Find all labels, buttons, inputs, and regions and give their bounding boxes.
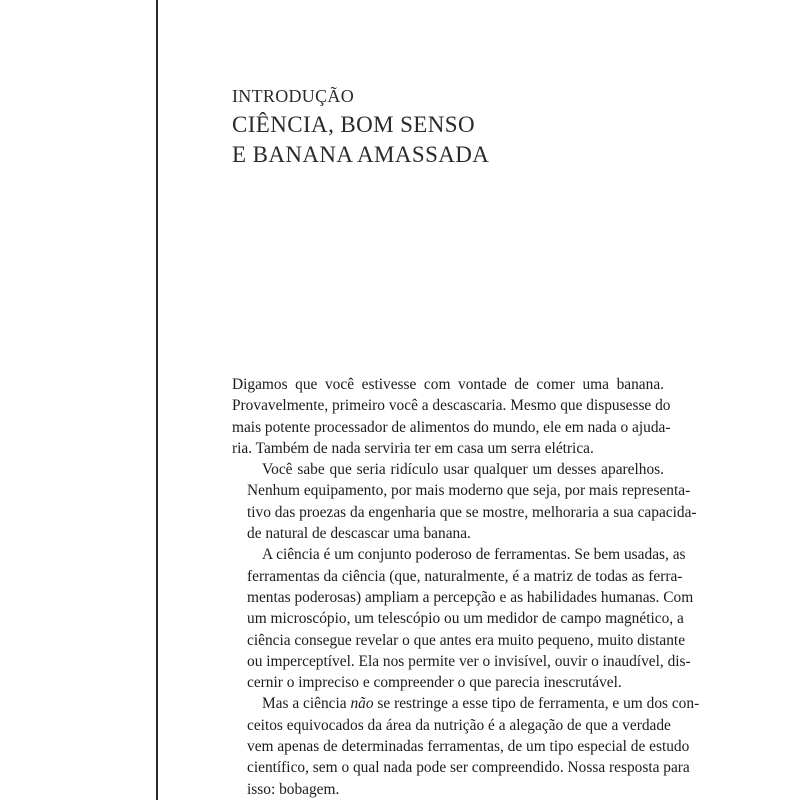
chapter-heading [232,84,672,170]
text-line: Digamos que você estivesse com vontade de comer uma banana. [232,376,664,393]
text-line: ou imperceptível. Ela nos permite ver o invisível, ouvir o inaudível, dis- [247,652,691,670]
text-line: ciência consegue revelar o que antes era muito pequeno, muito distante [247,631,686,649]
paragraph-1 [232,374,671,459]
text-line: mentas poderosas) ampliam a percepção e as habilidades humanas. Com [247,588,694,606]
text-line: ria. Também de nada serviria ter em casa um serra elétrica. [232,439,594,457]
page-gutter-rule [156,0,158,800]
paragraph-4 [232,693,700,799]
chapter-title-line-1: CIÊNCIA, BOM SENSO [232,112,475,137]
text-line: ferramentas da ciência (que, naturalmente, é a matriz de todas as ferra- [247,567,683,585]
text-line: Você sabe que seria ridículo usar qualquer um desses aparelhos. [262,461,664,479]
text-line: de natural de descascar uma banana. [247,525,471,543]
body-text [232,374,700,800]
text-line: A ciência é um conjunto poderoso de ferramentas. Se bem usadas, as [262,546,686,564]
text-line: ceitos equivocados da área da nutrição é a alegação de que a verdade [247,716,671,734]
text-line: vem apenas de determinadas ferramentas, de um tipo especial de estudo [247,738,690,756]
text-run: Mas a ciência [262,695,351,713]
chapter-kicker: INTRODUÇÃO [232,86,354,106]
text-line: Provavelmente, primeiro você a descascaria. Mesmo que dispusesse do [232,397,671,415]
text-line: científico, sem o qual nada pode ser compreendido. Nossa resposta para [247,759,690,777]
text-line: mais potente processador de alimentos do mundo, ele em nada o ajuda- [232,418,671,436]
paragraph-3 [232,544,694,693]
text-line: cernir o impreciso e compreender o que parecia inescrutável. [247,674,622,692]
text-line: Nenhum equipamento, por mais moderno que seja, por mais representa- [247,482,691,500]
text-line: tivo das proezas da engenharia que se mostre, melhoraria a sua capacida- [247,503,697,521]
chapter-title-line-2: E BANANA AMASSADA [232,142,490,167]
chapter-title [232,110,672,170]
paragraph-2 [232,459,697,544]
text-line: um microscópio, um telescópio ou um medidor de campo magnético, a [247,610,684,628]
emphasis-text: não [350,695,374,713]
text-line [232,693,700,714]
text-line: isso: bobagem. [247,780,340,798]
text-run: se restringe a esse tipo de ferramenta, e um dos con- [373,695,700,713]
